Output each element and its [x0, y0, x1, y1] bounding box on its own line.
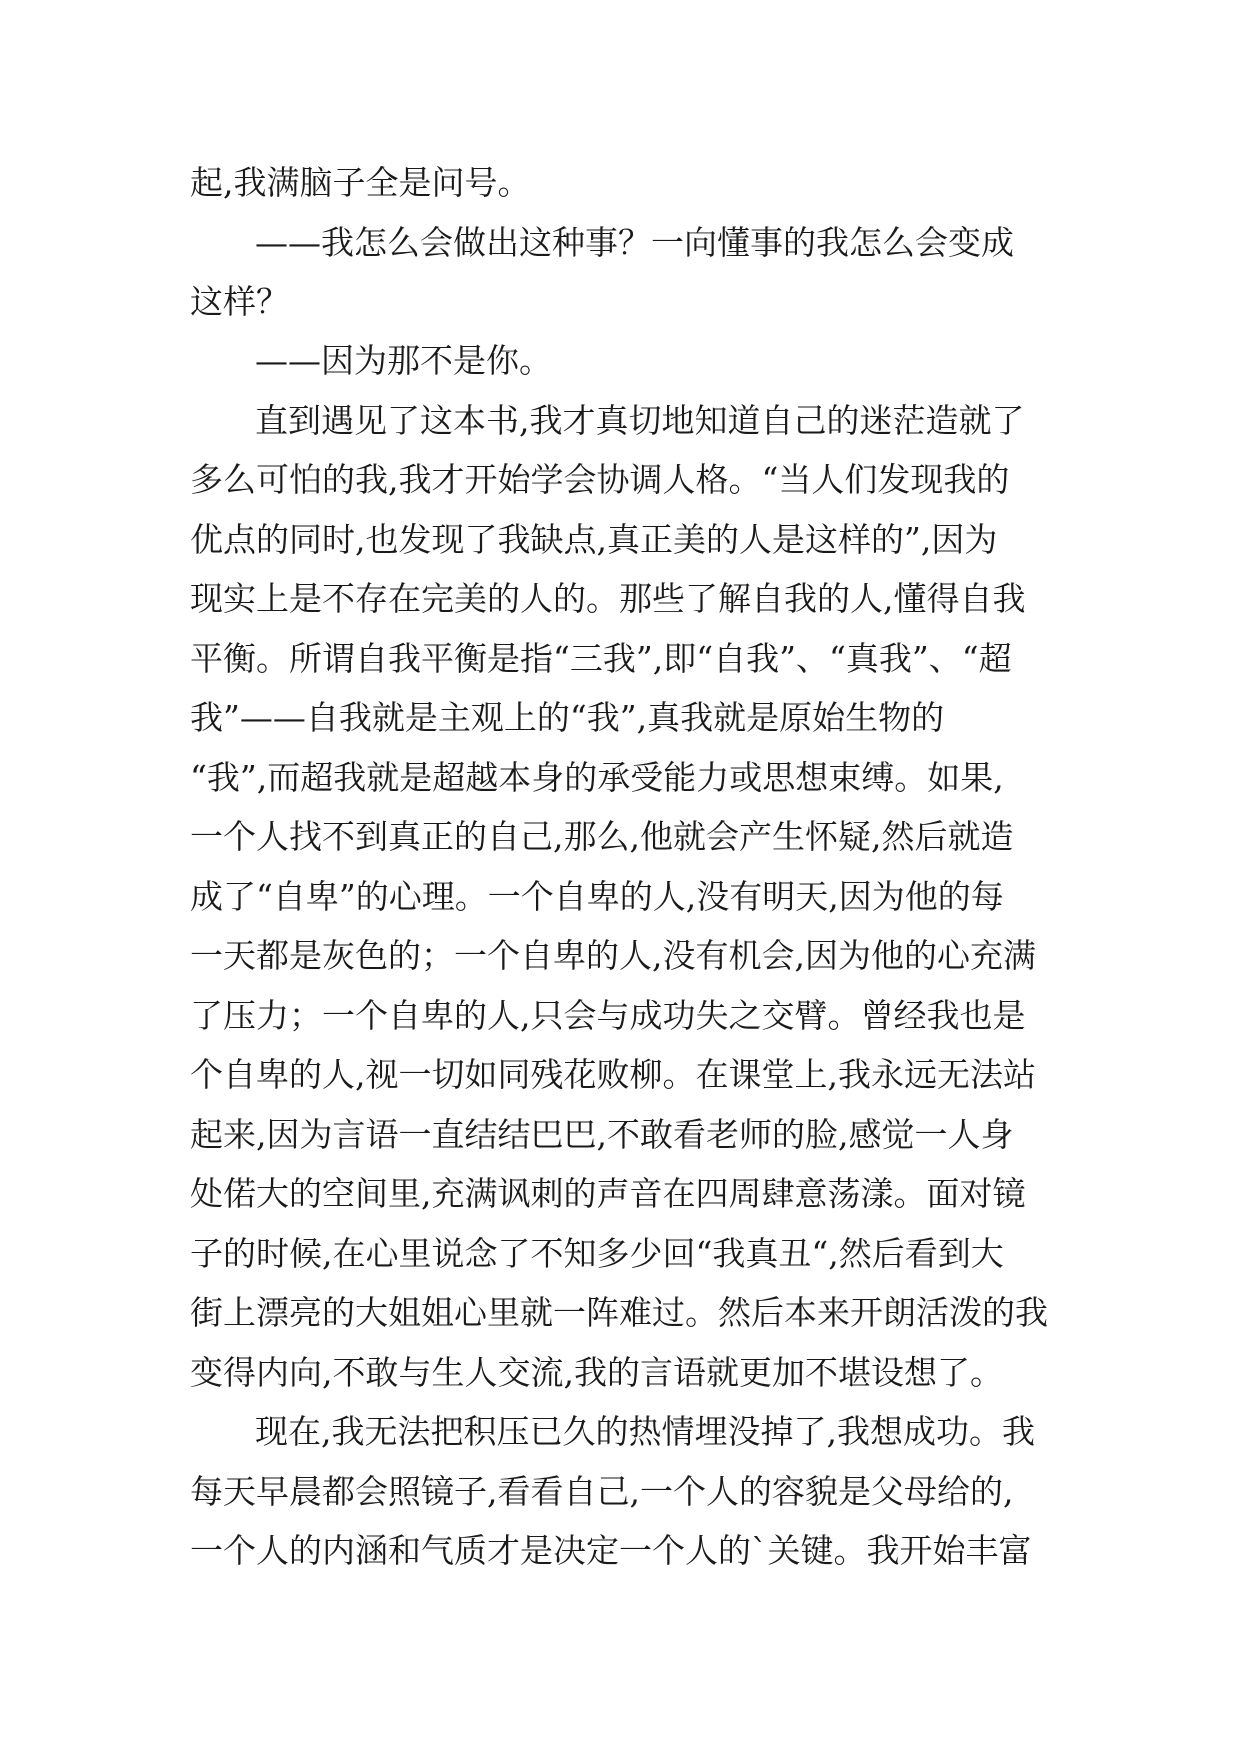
text-line: “我”,而超我就是超越本身的承受能力或思想束缚。如果,: [190, 758, 1004, 797]
text-line: 这样？: [190, 282, 289, 321]
text-line: 优点的同时,也发现了我缺点,真正美的人是这样的”,因为: [190, 520, 998, 559]
text-line: 个自卑的人,视一切如同残花败柳。在课堂上,我永远无法站: [190, 1055, 1036, 1094]
text-line: 直到遇见了这本书,我才真切地知道自己的迷茫造就了: [255, 401, 1025, 440]
text-line: 每天早晨都会照镜子,看看自己,一个人的容貌是父母给的,: [190, 1472, 1014, 1511]
text-line: 我”——自我就是主观上的“我”,真我就是原始生物的: [190, 698, 945, 737]
text-line: 了压力；一个自卑的人,只会与成功失之交臂。曾经我也是: [190, 996, 1026, 1035]
text-line: 一个人的内涵和气质才是决定一个人的`关键。我开始丰富: [190, 1531, 1032, 1570]
text-line: ——因为那不是你。: [255, 341, 552, 380]
text-line: 多么可怕的我,我才开始学会协调人格。“当人们发现我的: [190, 460, 1010, 499]
text-line: 街上漂亮的大姐姐心里就一阵难过。然后本来开朗活泼的我: [190, 1293, 1048, 1332]
text-line: 平衡。所谓自我平衡是指“三我”,即“自我”、“真我”、“超: [190, 639, 1012, 678]
text-line: 子的时候,在心里说念了不知多少回“我真丑“,然后看到大: [190, 1234, 1004, 1273]
text-line: 现实上是不存在完美的人的。那些了解自我的人,懂得自我: [190, 579, 1026, 618]
text-line: 起,我满脑子全是问号。: [190, 163, 531, 202]
text-line: 一天都是灰色的；一个自卑的人,没有机会,因为他的心充满: [190, 936, 1036, 975]
text-line: 变得内向,不敢与生人交流,我的言语就更加不堪设想了。: [190, 1353, 1003, 1392]
text-line: 现在,我无法把积压已久的热情埋没掉了,我想成功。我: [255, 1412, 1035, 1451]
text-line: 一个人找不到真正的自己,那么,他就会产生怀疑,然后就造: [190, 817, 1014, 856]
text-line: ——我怎么会做出这种事？一向懂事的我怎么会变成: [255, 223, 1014, 262]
text-line: 处偌大的空间里,充满讽刺的声音在四周肆意荡漾。面对镜: [190, 1174, 1026, 1213]
text-line: 起来,因为言语一直结结巴巴,不敢看老师的脸,感觉一人身: [190, 1115, 1014, 1154]
text-line: 成了“自卑”的心理。一个自卑的人,没有明天,因为他的每: [190, 877, 1004, 916]
